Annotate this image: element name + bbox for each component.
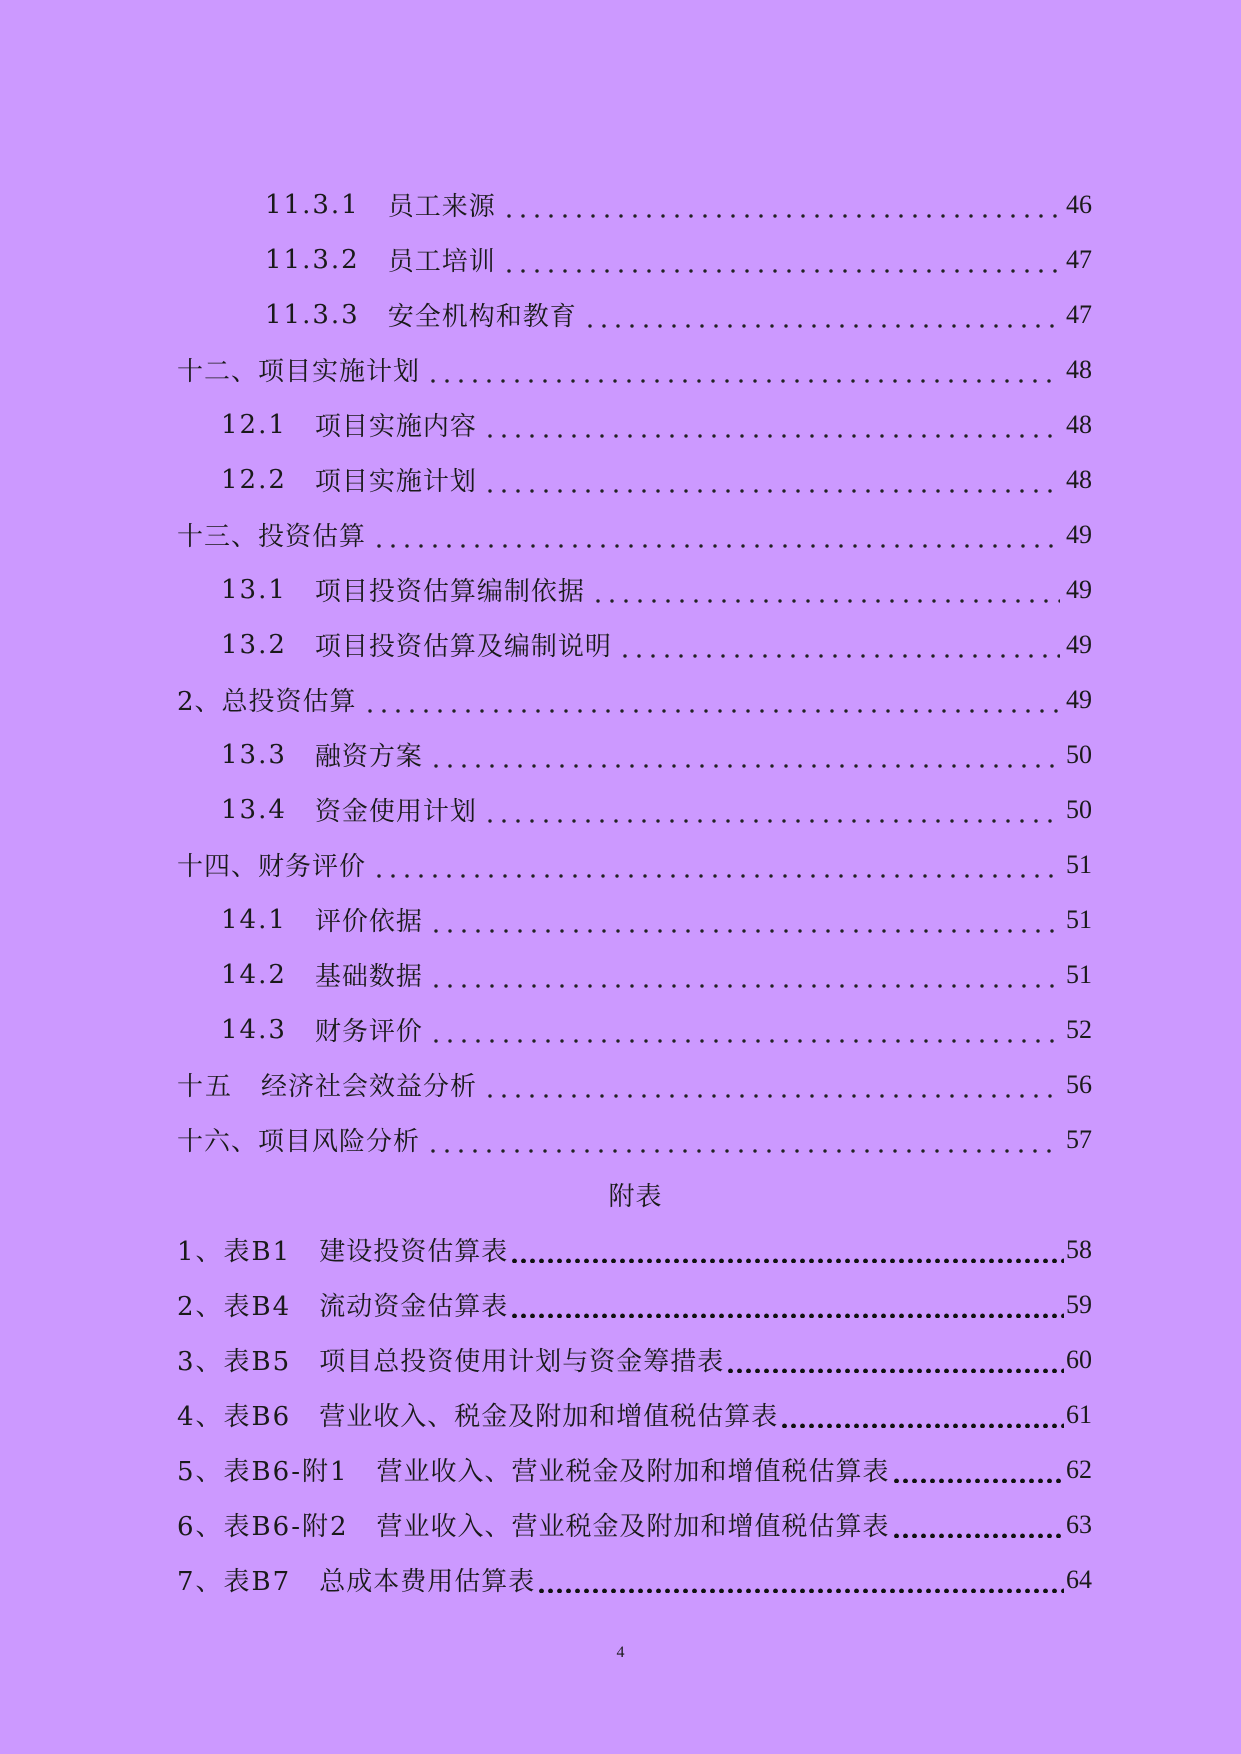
dot-leader	[892, 1457, 1064, 1483]
dot-leader	[502, 192, 1060, 218]
appendix-entry-page: 59	[1066, 1289, 1092, 1319]
toc-entry-page: 48	[1066, 354, 1092, 384]
dot-leader	[483, 1072, 1060, 1098]
appendix-entry-number: 2、表B4	[177, 1292, 292, 1322]
dot-leader	[510, 1292, 1064, 1318]
toc-entry-number: 十五	[177, 1072, 234, 1102]
appendix-entry-number: 6、表B6-附2	[177, 1512, 349, 1542]
appendix-entry-number: 1、表B1	[177, 1237, 292, 1267]
appendix-entry-page: 62	[1066, 1454, 1092, 1484]
appendix-entry-page: 61	[1066, 1399, 1092, 1429]
toc-entry-title: 经济社会效益分析	[261, 1072, 478, 1102]
dot-leader	[502, 247, 1060, 273]
toc-entry[interactable]	[0, 1002, 1241, 1057]
toc-entry-title: 2、总投资估算	[177, 687, 357, 717]
toc-chapter[interactable]	[0, 342, 1241, 397]
toc-entry-title: 评价依据	[314, 907, 423, 937]
appendix-entry[interactable]	[0, 1277, 1241, 1332]
toc-entry[interactable]	[0, 232, 1241, 287]
toc-entry[interactable]	[0, 782, 1241, 837]
appendix-entry[interactable]	[0, 1552, 1241, 1607]
toc-entry-title: 十三、投资估算	[177, 522, 367, 552]
appendix-entry-page: 64	[1066, 1564, 1092, 1594]
toc-entry-number: 12.2	[221, 464, 287, 495]
appendix-entry-page: 63	[1066, 1509, 1092, 1539]
toc-entry-page: 48	[1066, 464, 1092, 494]
toc-entry[interactable]	[0, 562, 1241, 617]
page-number: 4	[616, 1644, 625, 1661]
toc-entry-title: 项目投资估算及编制说明	[314, 632, 612, 662]
dot-leader	[892, 1512, 1064, 1538]
toc-entry-number: 11.3.3	[265, 299, 360, 330]
appendix-entry-title: 建设投资估算表	[319, 1237, 509, 1267]
dot-leader	[537, 1567, 1064, 1593]
toc-entry-title: 基础数据	[314, 962, 423, 992]
toc-entry-number: 13.1	[221, 574, 287, 605]
toc-chapter[interactable]	[0, 837, 1241, 892]
toc-entry-page: 57	[1066, 1124, 1092, 1154]
appendix-entry-number: 5、表B6-附1	[177, 1457, 349, 1487]
toc-entry-page: 50	[1066, 794, 1092, 824]
dot-leader	[591, 577, 1060, 603]
toc-entry-number: 14.2	[221, 959, 287, 990]
toc-entry-page: 47	[1066, 244, 1092, 274]
toc-entry-title: 资金使用计划	[314, 797, 477, 827]
toc-entry[interactable]	[0, 947, 1241, 1002]
toc-chapter[interactable]	[0, 1057, 1241, 1112]
toc-entry-title: 安全机构和教育	[387, 302, 577, 332]
toc-entry-page: 49	[1066, 684, 1092, 714]
dot-leader	[583, 302, 1060, 328]
appendix-entry-number: 3、表B5	[177, 1347, 292, 1377]
toc-entry-page: 51	[1066, 904, 1092, 934]
toc-entry-title: 财务评价	[314, 1017, 423, 1047]
toc-entry-number: 14.3	[221, 1014, 287, 1045]
toc-entry-title: 员工来源	[387, 192, 496, 222]
toc-entry-page: 47	[1066, 299, 1092, 329]
toc-entry-title: 十六、项目风险分析	[177, 1127, 421, 1157]
appendix-entry-title: 项目总投资使用计划与资金筹措表	[319, 1347, 725, 1377]
toc-entry-number: 11.3.2	[265, 244, 360, 275]
appendix-heading: 附表	[608, 1182, 663, 1212]
toc-entry-page: 49	[1066, 519, 1092, 549]
toc-entry-title: 项目实施内容	[314, 412, 477, 442]
appendix-entry-title: 流动资金估算表	[319, 1292, 509, 1322]
toc-entry[interactable]	[0, 617, 1241, 672]
toc-entry[interactable]	[0, 892, 1241, 947]
toc-entry-number: 13.4	[221, 794, 287, 825]
dot-leader	[372, 522, 1060, 548]
appendix-entry[interactable]	[0, 1332, 1241, 1387]
toc-chapter[interactable]	[0, 1112, 1241, 1167]
toc-entry-number: 13.2	[221, 629, 287, 660]
dot-leader	[429, 1017, 1060, 1043]
toc-entry-page: 49	[1066, 574, 1092, 604]
appendix-entry-title: 营业收入、税金及附加和增值税估算表	[319, 1402, 779, 1432]
dot-leader	[483, 467, 1060, 493]
toc-entry-number: 12.1	[221, 409, 287, 440]
dot-leader	[483, 412, 1060, 438]
toc-entry[interactable]	[0, 177, 1241, 232]
dot-leader	[372, 852, 1060, 878]
appendix-entry[interactable]	[0, 1387, 1241, 1442]
appendix-entry-page: 58	[1066, 1234, 1092, 1264]
toc-chapter[interactable]	[0, 507, 1241, 562]
appendix-entry-title: 营业收入、营业税金及附加和增值税估算表	[376, 1457, 890, 1487]
toc-entry-title: 项目实施计划	[314, 467, 477, 497]
table-of-contents	[0, 177, 1241, 1607]
dot-leader	[363, 687, 1060, 713]
dot-leader	[429, 907, 1060, 933]
appendix-entry-number: 4、表B6	[177, 1402, 292, 1432]
dot-leader	[429, 742, 1060, 768]
appendix-entry-title: 总成本费用估算表	[319, 1567, 536, 1597]
dot-leader	[618, 632, 1060, 658]
toc-entry-title: 十二、项目实施计划	[177, 357, 421, 387]
appendix-entry[interactable]	[0, 1442, 1241, 1497]
toc-entry-number: 13.3	[221, 739, 287, 770]
toc-entry-title: 项目投资估算编制依据	[314, 577, 585, 607]
dot-leader	[429, 962, 1060, 988]
toc-entry-title: 员工培训	[387, 247, 496, 277]
toc-entry-page: 56	[1066, 1069, 1092, 1099]
toc-entry[interactable]	[0, 397, 1241, 452]
dot-leader	[483, 797, 1060, 823]
toc-entry-page: 46	[1066, 189, 1092, 219]
appendix-entry[interactable]	[0, 1497, 1241, 1552]
toc-entry[interactable]	[0, 727, 1241, 782]
appendix-entry-page: 60	[1066, 1344, 1092, 1374]
appendix-entry-number: 7、表B7	[177, 1567, 292, 1597]
dot-leader	[426, 357, 1060, 383]
toc-entry-page: 50	[1066, 739, 1092, 769]
dot-leader	[510, 1237, 1064, 1263]
toc-chapter[interactable]	[0, 672, 1241, 727]
dot-leader	[426, 1127, 1060, 1153]
toc-entry-page: 48	[1066, 409, 1092, 439]
toc-entry-title: 融资方案	[314, 742, 423, 772]
toc-entry-page: 49	[1066, 629, 1092, 659]
dot-leader	[780, 1402, 1064, 1428]
appendix-entry-title: 营业收入、营业税金及附加和增值税估算表	[376, 1512, 890, 1542]
appendix-entry[interactable]	[0, 1222, 1241, 1277]
toc-entry-title: 十四、财务评价	[177, 852, 367, 882]
toc-entry-number: 11.3.1	[265, 189, 360, 220]
toc-entry-number: 14.1	[221, 904, 287, 935]
toc-entry[interactable]	[0, 452, 1241, 507]
toc-entry-page: 51	[1066, 959, 1092, 989]
toc-entry[interactable]	[0, 287, 1241, 342]
toc-entry-page: 51	[1066, 849, 1092, 879]
toc-entry-page: 52	[1066, 1014, 1092, 1044]
dot-leader	[726, 1347, 1064, 1373]
